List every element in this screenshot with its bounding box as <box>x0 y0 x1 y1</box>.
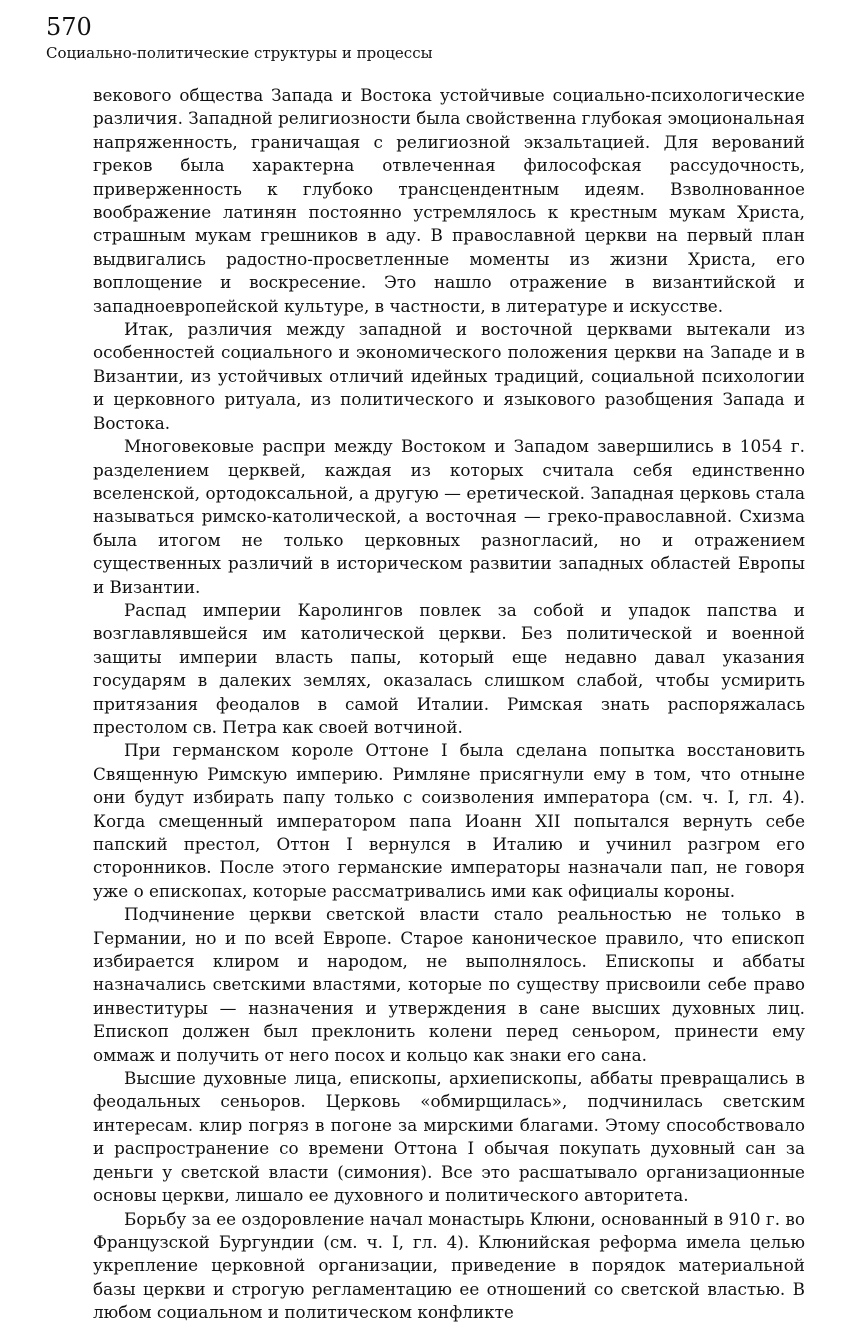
body-text <box>93 84 805 1325</box>
paragraph: векового общества Запада и Востока устойчивые социально-психологические различия. Западной религиозности была свойственна глубокая эмоциональная напряженность, граничащая с религиозной экзальтацией. Для верований греков была характерна отвлеченная философская рассудочность, приверженность к глубоко трансцендентным идеям. Взволнованное воображение латинян постоянно устремлялось к крестным мукам Христа, страшным мукам грешников в аду. В православной церкви на первый план выдвигались радостно-просветленные моменты из жизни Христа, его воплощение и воскресение. Это нашло отражение в византийской и западноевропейской культуре, в частности, в литературе и искусстве. <box>93 85 806 316</box>
paragraph: Итак, различия между западной и восточной церквами вытекали из особенностей социального и экономического положения церкви на Западе и в Византии, из устойчивых отличий идейных традиций, социальной психологии и церковного ритуала, из политического и языкового разобщения Запада и Востока. <box>93 319 805 433</box>
paragraph: Высшие духовные лица, епископы, архиепископы, аббаты превращались в феодальных сеньоров. Церковь «обмирщилась», подчинилась светским интересам. клир погряз в погоне за мирскими благами. Этому способствовало и распространение со времени Оттона I обычая покупать духовный сан за деньги у светской власти (симония). Все это расшатывало организационные основы церкви, лишало ее духовного и политического авторитета. <box>93 1068 805 1206</box>
paragraph: Борьбу за ее оздоровление начал монастырь Клюни, основанный в 910 г. во Французской Бургундии (см. ч. I, гл. 4). Клюнийская реформа имела целью укрепление церковной организации, приведение в порядок материальной базы церкви и строгую регламентацию ее отношений со светской властью. В любом социальном и политическом конфликте <box>93 1208 805 1323</box>
paragraph: Многовековые распри между Востоком и Западом завершились в 1054 г. разделением церквей, каждая из которых считала себя единственно вселенской, ортодоксальной, а другую — еретической. Западная церковь стала называться римско-католической, а восточная — греко-православной. Схизма была итогом не только церковных разногласий, но и отражением существенных различий в историческом развитии западных областей Европы и Византии. <box>93 436 805 597</box>
running-head: Социально-политические структуры и процессы <box>46 44 433 62</box>
page-number: 570 <box>46 13 92 41</box>
paragraph: Подчинение церкви светской власти стало реальностью не только в Германии, но и по всей Европе. Старое каноническое правило, что епископ избирается клиром и народом, не выполнялось. Епископы и аббаты назначались светскими властями, которые по существу присвоили себе право инвеституры — назначения и утверждения в сане высших духовных лиц. Епископ должен был преклонить колени перед сеньором, принести ему оммаж и получить от него посох и кольцо как знаки его сана. <box>93 904 805 1065</box>
paragraph: Распад империи Каролингов повлек за собой и упадок папства и возглавлявшейся им католической церкви. Без политической и военной защиты империи власть папы, который еще недавно давал указания государям в далеких землях, оказалась слишком слабой, чтобы усмирить притязания феодалов в самой Италии. Римская знать распоряжалась престолом св. Петра как своей вотчиной. <box>93 599 805 737</box>
paragraph: При германском короле Оттоне I была сделана попытка восстановить Священную Римскую империю. Римляне присягнули ему в том, что отныне они будут избирать папу только с соизволения императора (см. ч. I, гл. 4). Когда смещенный императором папа Иоанн XII попытался вернуть себе папский престол, Оттон I вернулся в Италию и учинил разгром его сторонников. После этого германские императоры назначали пап, не говоря уже о епископах, которые рассматривались ими как официалы короны. <box>93 740 805 901</box>
